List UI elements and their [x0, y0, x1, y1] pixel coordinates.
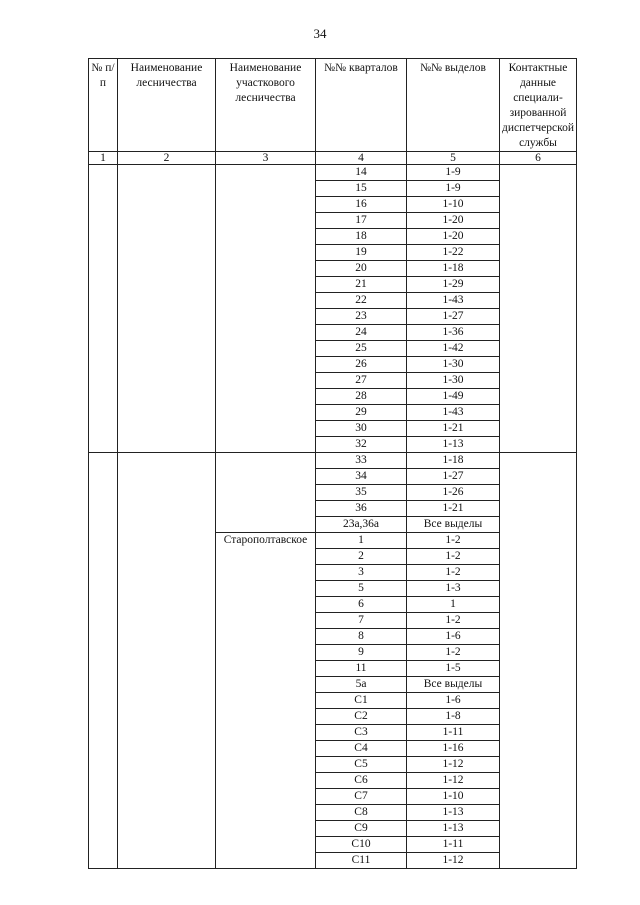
allotment-cell: 1-43 — [407, 293, 500, 309]
allotment-cell: 1-16 — [407, 741, 500, 757]
allotment-cell: 1-12 — [407, 773, 500, 789]
quarter-cell: С2 — [316, 709, 407, 725]
quarter-cell: 20 — [316, 261, 407, 277]
quarter-cell: 24 — [316, 325, 407, 341]
allotment-cell: 1-10 — [407, 197, 500, 213]
allotment-cell: 1-43 — [407, 405, 500, 421]
header-district-forestry: Наименование участкового лесничества — [216, 59, 316, 152]
allotment-cell: Все выделы — [407, 517, 500, 533]
quarter-cell: 32 — [316, 437, 407, 453]
quarter-cell: 1 — [316, 533, 407, 549]
allotment-cell: 1-13 — [407, 805, 500, 821]
quarter-cell: С1 — [316, 693, 407, 709]
allotment-cell: 1-12 — [407, 757, 500, 773]
quarter-cell: 33 — [316, 453, 407, 469]
forestry-cell — [118, 453, 216, 869]
quarter-cell: С9 — [316, 821, 407, 837]
quarter-cell: 30 — [316, 421, 407, 437]
quarter-cell: 8 — [316, 629, 407, 645]
quarter-cell: 18 — [316, 229, 407, 245]
allotment-cell: 1-20 — [407, 213, 500, 229]
table-row — [89, 165, 577, 181]
number-cell — [89, 165, 118, 453]
allotment-cell: 1-21 — [407, 501, 500, 517]
quarter-cell: 28 — [316, 389, 407, 405]
quarter-cell: 6 — [316, 597, 407, 613]
table-row — [89, 453, 577, 469]
allotment-cell: 1-42 — [407, 341, 500, 357]
allotment-cell: 1-20 — [407, 229, 500, 245]
quarter-cell: 25 — [316, 341, 407, 357]
allotment-cell: 1-9 — [407, 181, 500, 197]
quarter-cell: 21 — [316, 277, 407, 293]
allotment-cell: 1-13 — [407, 821, 500, 837]
quarter-cell: 36 — [316, 501, 407, 517]
header-quarters: №№ кварталов — [316, 59, 407, 152]
allotment-cell: 1-30 — [407, 357, 500, 373]
allotment-cell: 1-22 — [407, 245, 500, 261]
quarter-cell: 19 — [316, 245, 407, 261]
allotment-cell: 1-10 — [407, 789, 500, 805]
district-forestry-cell — [216, 165, 316, 453]
column-number: 4 — [316, 152, 407, 165]
allotment-cell: 1-18 — [407, 261, 500, 277]
district-forestry-name: Старополтавское — [216, 533, 316, 869]
allotment-cell: 1-5 — [407, 661, 500, 677]
allotment-cell: 1-36 — [407, 325, 500, 341]
allotment-cell: 1-27 — [407, 309, 500, 325]
column-number: 3 — [216, 152, 316, 165]
quarter-cell: 9 — [316, 645, 407, 661]
allotment-cell: 1-8 — [407, 709, 500, 725]
quarter-cell: С10 — [316, 837, 407, 853]
allotment-cell: 1-27 — [407, 469, 500, 485]
quarter-cell: С6 — [316, 773, 407, 789]
quarter-cell: 27 — [316, 373, 407, 389]
contacts-cell — [500, 453, 577, 869]
allotment-cell: 1-2 — [407, 613, 500, 629]
allotment-cell: 1-26 — [407, 485, 500, 501]
quarter-cell: 16 — [316, 197, 407, 213]
table-body — [89, 165, 577, 869]
quarter-cell: С4 — [316, 741, 407, 757]
header-forestry: Наименование лесничества — [118, 59, 216, 152]
column-number: 6 — [500, 152, 577, 165]
forestry-table — [88, 58, 577, 869]
allotment-cell: 1-9 — [407, 165, 500, 181]
allotment-cell: 1-29 — [407, 277, 500, 293]
quarter-cell: 15 — [316, 181, 407, 197]
contacts-cell — [500, 165, 577, 453]
column-number: 5 — [407, 152, 500, 165]
quarter-cell: 29 — [316, 405, 407, 421]
allotment-cell: 1-30 — [407, 373, 500, 389]
quarter-cell: С7 — [316, 789, 407, 805]
header-allotments: №№ выделов — [407, 59, 500, 152]
number-cell — [89, 453, 118, 869]
allotment-cell: 1-13 — [407, 437, 500, 453]
quarter-cell: 2 — [316, 549, 407, 565]
allotment-cell: 1-49 — [407, 389, 500, 405]
quarter-cell: С11 — [316, 853, 407, 869]
page-number: 34 — [313, 26, 327, 41]
allotment-cell: 1-6 — [407, 629, 500, 645]
quarter-cell: 35 — [316, 485, 407, 501]
column-number: 1 — [89, 152, 118, 165]
allotment-cell: 1-18 — [407, 453, 500, 469]
quarter-cell: 3 — [316, 565, 407, 581]
forestry-cell — [118, 165, 216, 453]
header-row — [89, 59, 577, 152]
quarter-cell: 7 — [316, 613, 407, 629]
quarter-cell: С3 — [316, 725, 407, 741]
quarter-cell: 26 — [316, 357, 407, 373]
column-number: 2 — [118, 152, 216, 165]
allotment-cell: 1-12 — [407, 853, 500, 869]
header-number: № п/п — [89, 59, 118, 152]
allotment-cell: 1-3 — [407, 581, 500, 597]
quarter-cell: 34 — [316, 469, 407, 485]
allotment-cell: 1-11 — [407, 837, 500, 853]
quarter-cell: 22 — [316, 293, 407, 309]
column-number-row — [89, 152, 577, 165]
quarter-cell: 5а — [316, 677, 407, 693]
allotment-cell: 1-2 — [407, 645, 500, 661]
quarter-cell: С5 — [316, 757, 407, 773]
allotment-cell: 1-6 — [407, 693, 500, 709]
allotment-cell: 1 — [407, 597, 500, 613]
quarter-cell: 17 — [316, 213, 407, 229]
allotment-cell: Все выделы — [407, 677, 500, 693]
quarter-cell: 23 — [316, 309, 407, 325]
allotment-cell: 1-11 — [407, 725, 500, 741]
allotment-cell: 1-2 — [407, 533, 500, 549]
allotment-cell: 1-21 — [407, 421, 500, 437]
quarter-cell: 14 — [316, 165, 407, 181]
header-contacts: Контактные данные специали-зированной диспетчерской службы — [500, 59, 577, 152]
quarter-cell: 11 — [316, 661, 407, 677]
allotment-cell: 1-2 — [407, 549, 500, 565]
district-forestry-cell — [216, 453, 316, 533]
allotment-cell: 1-2 — [407, 565, 500, 581]
quarter-cell: 23а,36а — [316, 517, 407, 533]
quarter-cell: С8 — [316, 805, 407, 821]
quarter-cell: 5 — [316, 581, 407, 597]
